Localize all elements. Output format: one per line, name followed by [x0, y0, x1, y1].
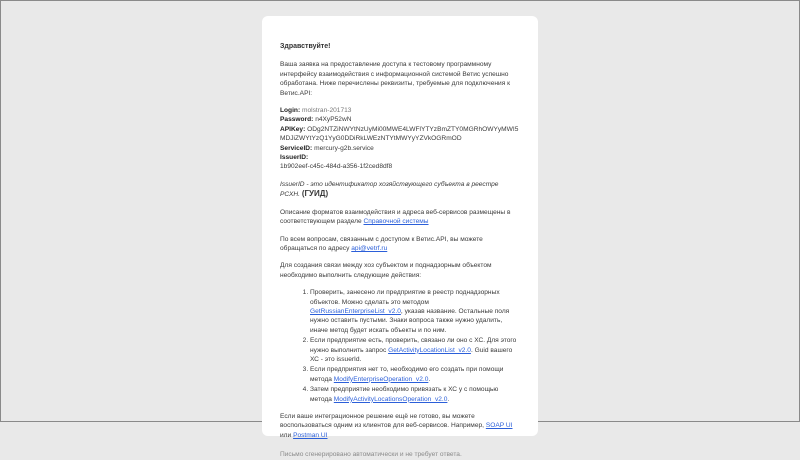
apikey-row: [280, 125, 520, 144]
issuer-note-text: IssuerID - это идентификатор хозяйствующего субъекта в реестре РСХН.: [280, 180, 499, 199]
step-item: [310, 288, 520, 335]
clients-paragraph: [280, 412, 520, 440]
password-label: Password:: [280, 116, 314, 124]
password-row: [280, 115, 520, 124]
password-value: n4XyP52wN: [315, 116, 352, 124]
step-item: [310, 385, 520, 404]
clients-or: или: [280, 431, 292, 439]
issuer-note: [280, 180, 520, 200]
clients-text: Если ваше интеграционное решение ещё не готово, вы можете воспользоваться одним из клиентов для веб-сервисов. Например,: [280, 413, 484, 430]
step-text: Проверить, занесено ли предприятие в реестр поднадзорных объектов. Можно сделать это методом: [310, 289, 500, 306]
issuerid-row: [280, 153, 520, 172]
credentials-block: [280, 106, 520, 172]
method-link[interactable]: ModifyActivityLocationsOperation_v2.0: [333, 395, 448, 403]
step-text: . Guid вашего ХС - это issuerId.: [310, 346, 513, 363]
apikey-value: ODg2NTZiNWYtNzUyMi00MWE4LWFlYTYzBmZTY0MGRhOWYyMWI5MDJiZWYtYzQ1YyG0DDiRkLWEzNTYtMWYyYZVkOGRmOD: [280, 125, 519, 143]
step-text: .: [447, 395, 450, 403]
method-link[interactable]: GetActivityLocationList_v2.0: [388, 346, 471, 354]
support-email-link[interactable]: api@vetrf.ru: [351, 244, 388, 252]
footer-note: Письмо сгенерировано автоматически и не требует ответа.: [280, 451, 462, 459]
step-text: Если предприятия нет то, необходимо его создать при помощи метода: [310, 366, 504, 383]
steps-list: [280, 288, 520, 404]
reference-system-link[interactable]: Справочной системы: [363, 218, 429, 226]
issuerid-value: 1b902eef-c45c-484d-a356-1f2ced8df8: [280, 163, 393, 171]
method-link[interactable]: GetRussianEnterpriseList_v2.0: [310, 307, 401, 315]
step-text: .: [428, 375, 431, 383]
serviceid-label: ServiceID:: [280, 144, 313, 152]
step-item: [310, 336, 520, 364]
greeting: Здравствуйте!: [280, 43, 331, 50]
postman-ui-link[interactable]: Postman UI: [293, 431, 328, 439]
login-label: Login:: [280, 107, 301, 115]
guid-note: (ГУИД): [301, 189, 329, 199]
step-text: Если предприятие есть, проверить, связано ли оно с ХС. Для этого нужно выполнить запрос: [310, 337, 517, 354]
formats-text: Описание форматов взаимодействия и адреса веб-сервисов размещены в соответствующем разделе: [280, 208, 511, 226]
formats-paragraph: [280, 208, 520, 227]
step-text: Затем предприятие необходимо привязать к ХС у с помощью метода: [310, 386, 499, 403]
soap-ui-link[interactable]: SOAP UI: [485, 422, 513, 430]
method-link[interactable]: ModifyEnterpriseOperation_v2.0: [333, 375, 429, 383]
serviceid-row: [280, 144, 520, 153]
connection-paragraph: Для создания связи между хоз субъектом и поднадзорным объектом необходимо выполнить следующие действия:: [280, 262, 492, 279]
login-value: molstran-201713: [301, 107, 352, 115]
serviceid-value: mercury-g2b.service: [314, 144, 374, 152]
questions-text: По всем вопросам, связанным с доступом к Ветис.API, вы можете обращаться по адресу: [280, 235, 483, 252]
apikey-label: APIKey:: [280, 125, 306, 133]
step-text: , указав название. Остальные поля нужно оставить пустыми. Знаки вопроса также нужно удалить, иначе метод будет искать объекты и по ним.: [310, 307, 510, 334]
login-row: [280, 106, 520, 115]
step-item: [310, 365, 520, 384]
email-card: [262, 16, 538, 459]
questions-paragraph: [280, 235, 520, 254]
issuerid-label: IssuerID:: [280, 154, 309, 162]
intro-paragraph: Ваша заявка на предоставление доступа к тестовому программному интерфейсу взаимодействия с информационной системой Ветис успешно обработана. Ниже перечислены реквизиты, требуемые для подключения к Ветис.API:: [280, 61, 510, 97]
